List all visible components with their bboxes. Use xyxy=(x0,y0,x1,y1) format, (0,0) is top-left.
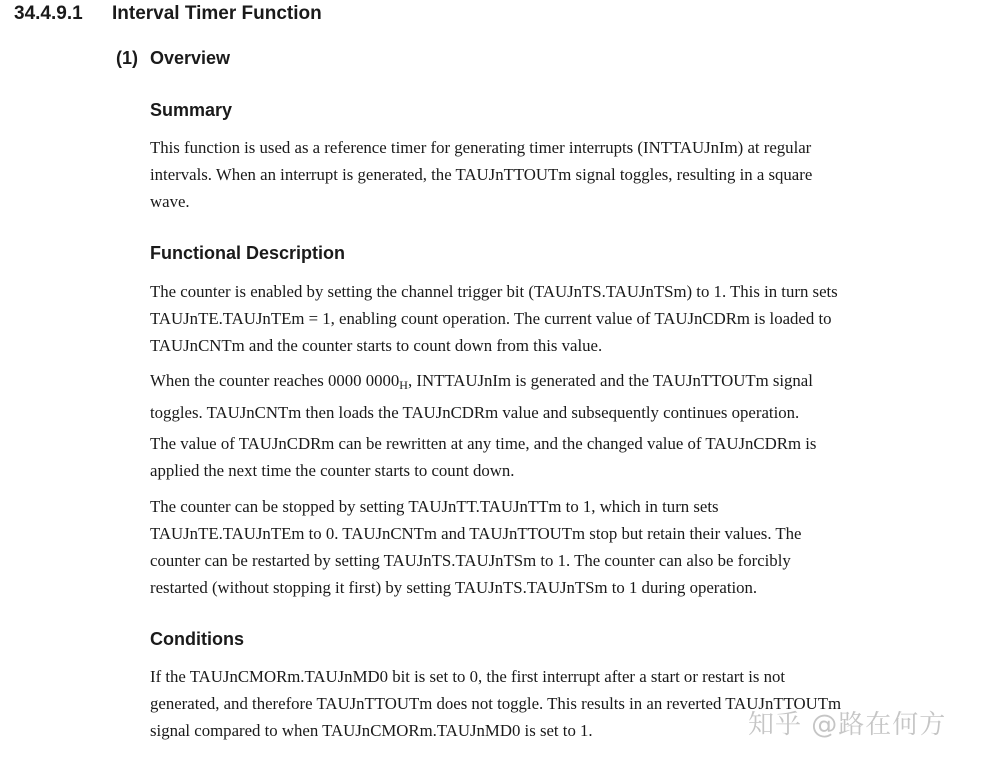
conditions-heading: Conditions xyxy=(150,629,244,649)
paragraph-line: restarted (without stopping it first) by setting TAUJnTS.TAUJnTSm to 1 during operation. xyxy=(150,578,758,597)
functional-paragraph-4 xyxy=(150,493,940,601)
paragraph-line: TAUJnTE.TAUJnTEm to 0. TAUJnCNTm and TAUJnTTOUTm stop but retain their values. The xyxy=(150,524,802,543)
paragraph-line: generated, and therefore TAUJnTTOUTm does not toggle. This results in an reverted TAUJnTTOUTm xyxy=(150,694,842,713)
paragraph-line: The counter can be stopped by setting TAUJnTT.TAUJnTTm to 1, which in turn sets xyxy=(150,497,719,516)
paragraph-line: The counter is enabled by setting the channel trigger bit (TAUJnTS.TAUJnTSm) to 1. This in turn sets xyxy=(150,282,838,301)
watermark: 知乎 @路在何方 xyxy=(748,710,947,740)
paragraph-line: If the TAUJnCMORm.TAUJnMD0 bit is set to 0, the first interrupt after a start or restart is not xyxy=(150,667,786,686)
subsection-title: Overview xyxy=(150,48,231,68)
paragraph-line: applied the next time the counter starts to count down. xyxy=(150,461,515,480)
summary-line: This function is used as a reference timer for generating timer interrupts (INTTAUJnIm) at regular xyxy=(150,138,812,157)
hex-subscript: H xyxy=(399,378,408,392)
subsection-number: (1) xyxy=(116,48,138,68)
summary-heading: Summary xyxy=(150,100,233,120)
line-text: , INTTAUJnIm is generated and the TAUJnTTOUTm signal xyxy=(407,371,813,390)
summary-paragraph xyxy=(150,134,940,215)
functional-paragraph-1 xyxy=(150,278,940,359)
paragraph-line xyxy=(150,367,940,399)
section-title: Interval Timer Function xyxy=(112,3,322,24)
summary-line: wave. xyxy=(150,192,190,211)
line-text: When the counter reaches 0000 0000 xyxy=(150,371,400,390)
paragraph-line: TAUJnCNTm and the counter starts to count down from this value. xyxy=(150,336,603,355)
section-number: 34.4.9.1 xyxy=(14,3,83,24)
paragraph-line: TAUJnTE.TAUJnTEm = 1, enabling count operation. The current value of TAUJnCDRm is loaded to xyxy=(150,309,832,328)
functional-description-heading: Functional Description xyxy=(150,243,346,263)
paragraph-line: toggles. TAUJnCNTm then loads the TAUJnCDRm value and subsequently continues operation. xyxy=(150,403,800,422)
functional-paragraph-3 xyxy=(150,430,940,484)
functional-paragraph-2 xyxy=(150,367,940,426)
paragraph-line: The value of TAUJnCDRm can be rewritten at any time, and the changed value of TAUJnCDRm is xyxy=(150,434,817,453)
summary-line: intervals. When an interrupt is generated, the TAUJnTTOUTm signal toggles, resulting in a square xyxy=(150,165,813,184)
paragraph-line: counter can be restarted by setting TAUJnTS.TAUJnTSm to 1. The counter can also be forcibly xyxy=(150,551,791,570)
paragraph-line: signal compared to when TAUJnCMORm.TAUJnMD0 is set to 1. xyxy=(150,721,593,740)
